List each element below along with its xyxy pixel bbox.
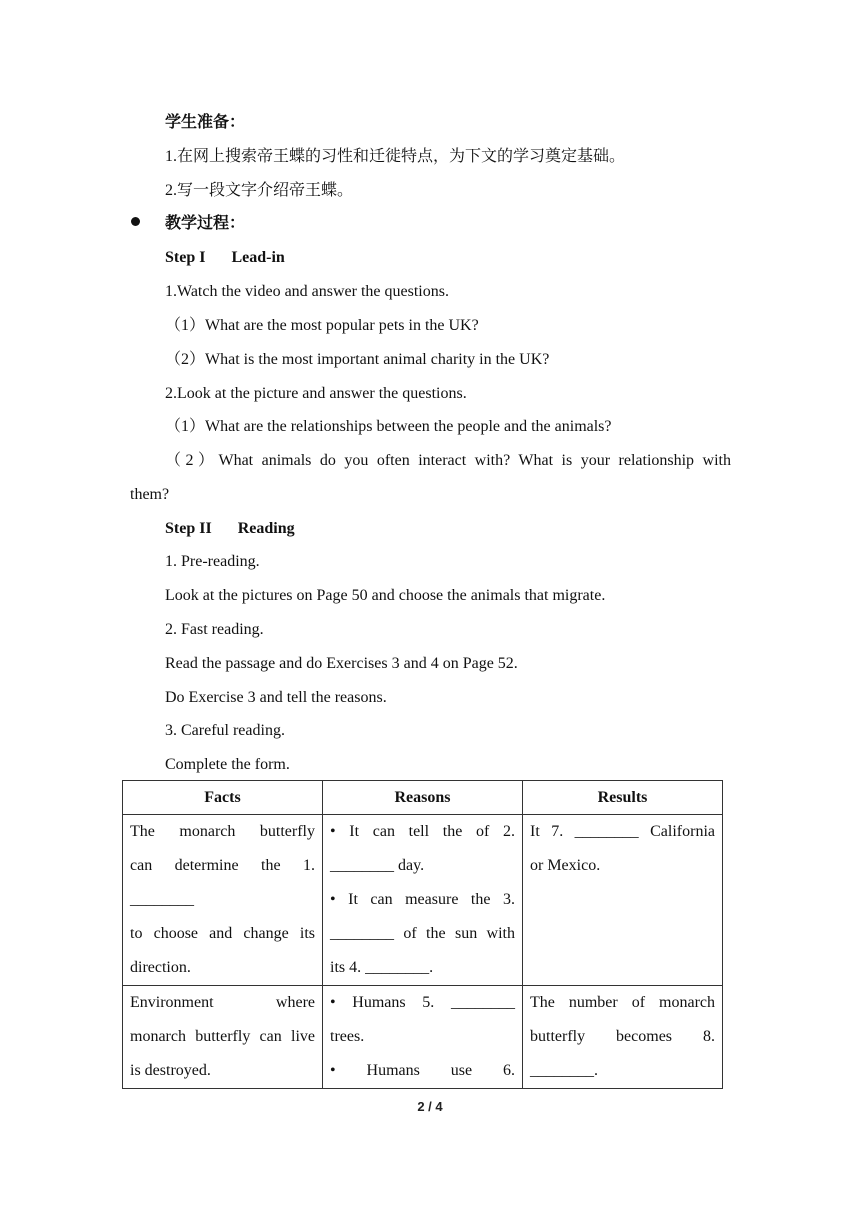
table-header-row xyxy=(123,781,723,815)
careful-reading-label: 3. Careful reading. xyxy=(165,722,285,739)
step2-title: Reading xyxy=(237,520,295,537)
cell-line: its 4. ________. xyxy=(330,959,434,976)
blank-1: ________ xyxy=(130,891,194,908)
table-row xyxy=(123,986,723,1089)
column-header-reasons: Reasons xyxy=(323,781,523,815)
page-number: 2 / 4 xyxy=(417,1099,443,1114)
cell-line: can determine the 1. xyxy=(130,857,315,874)
prep-item-2: 2.写一段文字介绍帝王蝶。 xyxy=(165,182,354,199)
cell-line: ________ day. xyxy=(330,857,425,874)
results-cell xyxy=(523,815,723,986)
column-header-results: Results xyxy=(523,781,723,815)
process-heading: 教学过程： xyxy=(165,215,246,232)
results-cell xyxy=(523,986,723,1089)
step2-label: Step II xyxy=(165,520,212,537)
cell-line: monarch butterfly can live xyxy=(130,1028,315,1045)
cell-line: direction. xyxy=(130,959,191,976)
pre-reading-label: 1. Pre-reading. xyxy=(165,553,260,570)
fast-reading-task-2: Do Exercise 3 and tell the reasons. xyxy=(165,689,387,706)
step1-question-1: 1.Watch the video and answer the questions. xyxy=(165,283,449,300)
prep-heading: 学生准备： xyxy=(165,114,246,131)
cell-line: Environment where xyxy=(130,994,315,1011)
cell-line: ________. xyxy=(530,1062,598,1079)
cell-line: The monarch butterfly xyxy=(130,823,315,840)
step1-question-1a: （1）What are the most popular pets in the UK? xyxy=(165,317,479,334)
cell-line: • Humans use 6. xyxy=(330,1062,515,1079)
step1-question-2b-line1: （2）What animals do you often interact with? What is your relationship with xyxy=(165,452,731,469)
fast-reading-label: 2. Fast reading. xyxy=(165,621,264,638)
cell-line: ________ of the sun with xyxy=(330,925,515,942)
bullet-icon xyxy=(131,217,140,226)
step1-question-2a: （1）What are the relationships between the people and the animals? xyxy=(165,418,612,435)
cell-line: or Mexico. xyxy=(530,857,601,874)
step1-question-1b: （2）What is the most important animal charity in the UK? xyxy=(165,351,550,368)
reasons-cell xyxy=(323,815,523,986)
cell-line: • Humans 5. ________ xyxy=(330,994,515,1011)
cell-line: The number of monarch xyxy=(530,994,715,1011)
cell-line: It 7. ________ California xyxy=(530,823,715,840)
step1-heading xyxy=(165,248,285,268)
reasons-cell xyxy=(323,986,523,1089)
step1-title: Lead-in xyxy=(231,249,285,266)
cell-line: • It can measure the 3. xyxy=(330,891,515,908)
step1-question-2: 2.Look at the picture and answer the questions. xyxy=(165,385,467,402)
cell-line: butterfly becomes 8. xyxy=(530,1028,715,1045)
facts-cell xyxy=(123,986,323,1089)
cell-line: to choose and change its xyxy=(130,925,315,942)
step2-heading xyxy=(165,519,295,539)
table-row xyxy=(123,815,723,986)
column-header-facts: Facts xyxy=(123,781,323,815)
step1-label: Step I xyxy=(165,249,206,266)
fast-reading-task-1: Read the passage and do Exercises 3 and 4 on Page 52. xyxy=(165,655,518,672)
cell-line: • It can tell the of 2. xyxy=(330,823,515,840)
pre-reading-task: Look at the pictures on Page 50 and choose the animals that migrate. xyxy=(165,587,606,604)
facts-cell xyxy=(123,815,323,986)
prep-item-1: 1.在网上搜索帝王蝶的习性和迁徙特点，为下文的学习奠定基础。 xyxy=(165,148,626,165)
step1-question-2b-line2: them? xyxy=(130,486,170,503)
careful-reading-task: Complete the form. xyxy=(165,756,290,773)
cell-line: is destroyed. xyxy=(130,1062,211,1079)
cell-line: trees. xyxy=(330,1028,365,1045)
reading-form-table xyxy=(122,780,723,1089)
